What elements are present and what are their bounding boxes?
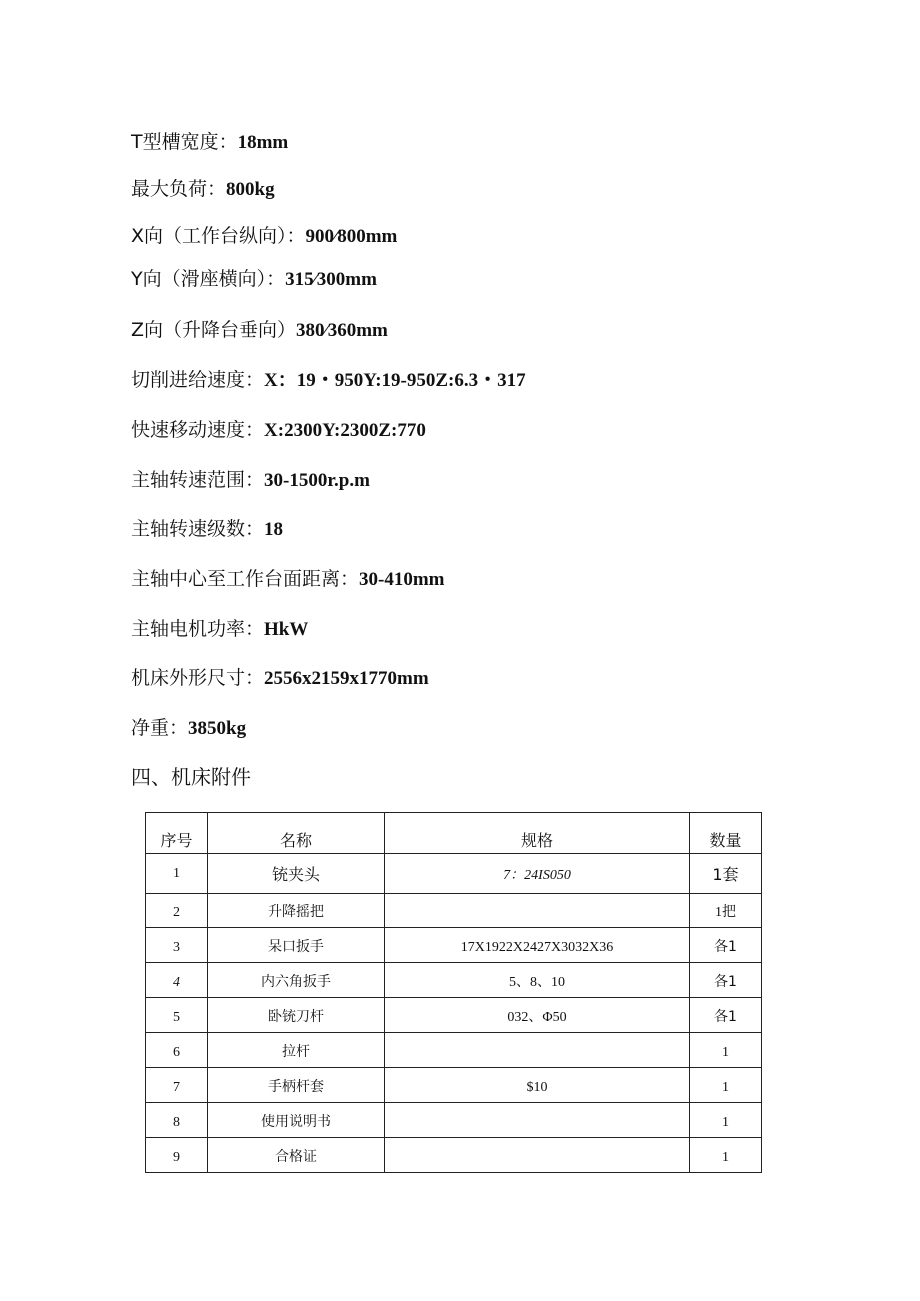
spec-max-load [131, 177, 275, 202]
cell-qty: 1把 [690, 894, 762, 928]
spec-value: 2556x2159x1770mm [264, 668, 429, 689]
spec-label: 净重： [131, 717, 189, 739]
cell-name: 内六角扳手 [208, 963, 385, 998]
cell-name: 呆口扳手 [208, 928, 385, 963]
table-row [146, 928, 762, 963]
cell-index: 8 [146, 1103, 208, 1138]
table-row [146, 1103, 762, 1138]
cell-index: 2 [146, 894, 208, 928]
header-spec: 规格 [385, 813, 690, 854]
cell-spec: $10 [385, 1068, 690, 1103]
spec-label: 主轴转速级数： [131, 518, 265, 540]
table-row [146, 998, 762, 1033]
cell-qty: 1 [690, 1033, 762, 1068]
cell-index: 5 [146, 998, 208, 1033]
cell-qty: 各1 [690, 963, 762, 998]
spec-label: 主轴中心至工作台面距离： [131, 568, 360, 590]
spec-rapid-speed [131, 418, 426, 443]
cell-spec: 032、Φ50 [385, 998, 690, 1033]
cell-qty: 1 [690, 1103, 762, 1138]
spec-value: 18mm [237, 132, 289, 153]
cell-index: 1 [146, 854, 208, 894]
header-index: 序号 [146, 813, 208, 854]
spec-dimensions [131, 666, 429, 691]
cell-index: 3 [146, 928, 208, 963]
spec-label: X向（工作台纵向）： [131, 225, 306, 247]
cell-qty: 1 [690, 1138, 762, 1173]
cell-spec [385, 1138, 690, 1173]
cell-spec [385, 1033, 690, 1068]
cell-name: 拉杆 [208, 1033, 385, 1068]
spec-value: 900⁄800mm [305, 226, 398, 247]
cell-spec: 5、8、10 [385, 963, 690, 998]
cell-spec: 17X1922X2427X3032X36 [385, 928, 690, 963]
spec-feed-speed [131, 368, 526, 393]
table-row [146, 1138, 762, 1173]
cell-name: 铳夹头 [208, 854, 385, 894]
section-title: 四、机床附件 [131, 765, 251, 789]
cell-index: 9 [146, 1138, 208, 1173]
spec-spindle-range [131, 468, 370, 493]
spec-label: 快速移动速度： [131, 419, 265, 441]
cell-qty: 各1 [690, 998, 762, 1033]
spec-spindle-steps [131, 517, 283, 542]
table-row [146, 854, 762, 894]
table-row [146, 963, 762, 998]
spec-label: T型槽宽度： [131, 131, 238, 153]
table-row [146, 1068, 762, 1103]
spec-y-travel [131, 267, 377, 292]
cell-name: 卧铳刀杆 [208, 998, 385, 1033]
spec-value: 30-1500r.p.m [264, 470, 370, 491]
table-row [146, 1033, 762, 1068]
spec-label: 机床外形尺寸： [131, 667, 265, 689]
cell-qty: 1套 [690, 854, 762, 894]
spec-value: X：19・950Y:19-950Z:6.3・317 [264, 370, 526, 391]
spec-t-slot-width [131, 130, 288, 155]
spec-motor-power [131, 617, 308, 642]
spec-value: 18 [264, 519, 284, 540]
table-header-row [146, 813, 762, 854]
spec-x-travel [131, 224, 397, 249]
cell-name: 手柄杆套 [208, 1068, 385, 1103]
spec-value: 315⁄300mm [285, 269, 377, 290]
spec-value: 30-410mm [359, 569, 445, 590]
cell-name: 使用说明书 [208, 1103, 385, 1138]
spec-label: 最大负荷： [131, 178, 227, 200]
spec-net-weight [131, 716, 246, 741]
cell-spec [385, 1103, 690, 1138]
cell-index: 7 [146, 1068, 208, 1103]
cell-spec: 7：24IS050 [385, 854, 690, 894]
spec-label: 主轴转速范围： [131, 469, 265, 491]
header-name: 名称 [208, 813, 385, 854]
table-row [146, 894, 762, 928]
spec-value: X:2300Y:2300Z:770 [264, 420, 426, 441]
spec-value: 3850kg [188, 718, 247, 739]
cell-name: 升降摇把 [208, 894, 385, 928]
spec-value: 380⁄360mm [296, 320, 388, 341]
cell-qty: 各1 [690, 928, 762, 963]
cell-name: 合格证 [208, 1138, 385, 1173]
spec-value: 800kg [226, 179, 275, 200]
spec-label: Y向（滑座横向）： [131, 268, 286, 290]
cell-qty: 1 [690, 1068, 762, 1103]
header-qty: 数量 [690, 813, 762, 854]
spec-z-travel [131, 318, 388, 343]
accessories-table [145, 812, 762, 1173]
spec-spindle-distance [131, 567, 445, 592]
spec-value: HkW [264, 619, 309, 640]
cell-index: 4 [146, 963, 208, 998]
cell-index: 6 [146, 1033, 208, 1068]
spec-label: Z向（升降台垂向） [131, 319, 297, 341]
cell-spec [385, 894, 690, 928]
spec-label: 切削进给速度： [131, 369, 265, 391]
spec-label: 主轴电机功率： [131, 618, 265, 640]
